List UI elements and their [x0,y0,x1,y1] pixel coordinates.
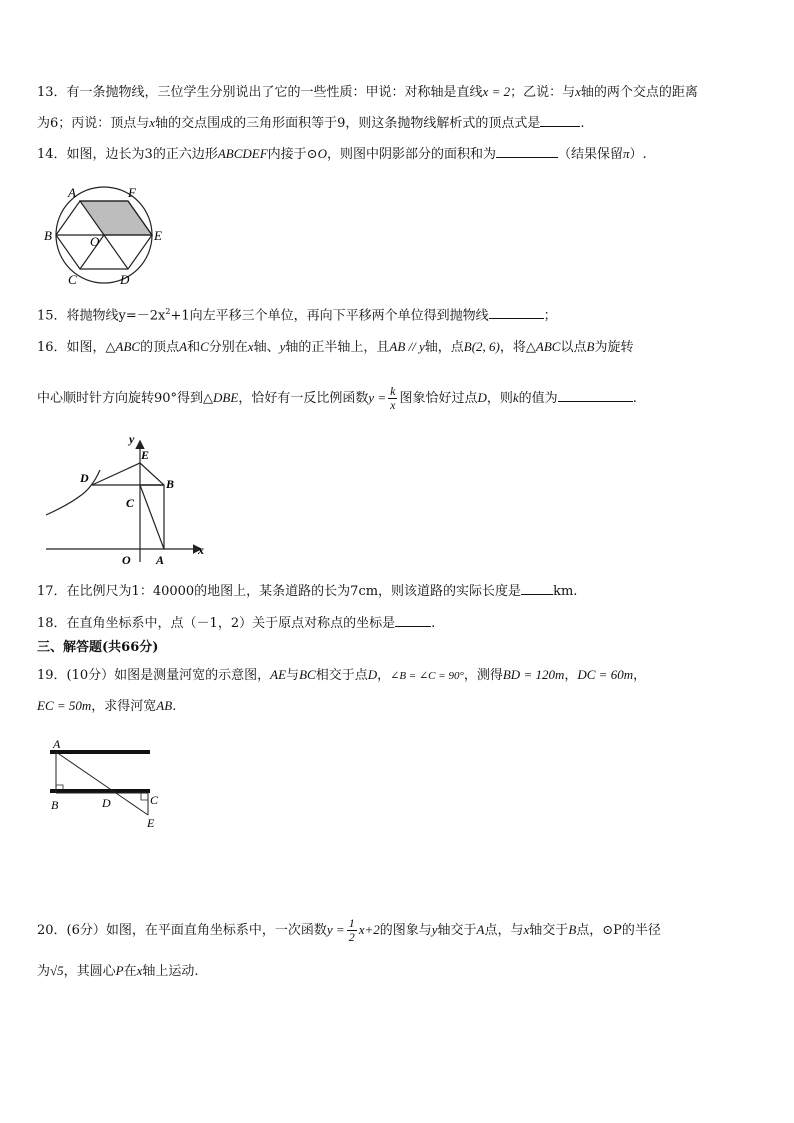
hexagon-figure [40,180,170,292]
label-E: E [154,228,162,243]
label-E: E [141,448,150,462]
q17-text: 17．在比例尺为1：40000的地图上，某条道路的长为7cm，则该道路的实际长度是 km. [37,584,578,599]
river-figure [44,733,174,833]
label-C: C [68,272,77,287]
label-A: A [156,553,165,567]
q19-line1: 19．(10分）如图是测量河宽的示意图，AE与BC相交于点D，∠B = ∠C = 90°，测得BD = 120m，DC = 60m， [37,667,647,683]
label-O: O [90,234,100,249]
label-E: E [147,816,155,830]
q16-line1: 16．如图，△ABC的顶点A和C分别在x轴、y轴的正半轴上，且AB // y轴，点B(2, 6)，将△ABC以点B为旋转 [37,339,634,355]
river-bank-bottom [50,789,150,793]
answer-blank[interactable] [489,306,544,319]
q13-line1: 13．有一条抛物线，三位学生分别说出了它的一些性质：甲说：对称轴是直线x = 2；乙说：与x轴的两个交点的距离 [37,84,698,100]
label-x: x [198,543,204,557]
label-O: O [122,553,131,567]
label-B: B [166,477,175,491]
label-C: C [150,793,159,807]
q19-line2: EC = 50m，求得河宽AB. [37,698,177,714]
q20-line1: 20．(6分）如图，在平面直角坐标系中，一次函数y = $\frac{1}{2}$ x+2的图象与y轴交于A点，与x轴交于B点，⊙P的半径 [37,916,661,944]
label-A: A [68,185,76,200]
fraction-k-over-x: $\frac{k}{x}$ [390,384,396,412]
hyperbola-curve [46,470,100,515]
fraction-one-half: $\frac{1}{2}$ [348,916,355,944]
q20-line2: 为√5，其圆心P在x轴上运动. [37,963,199,979]
q15-text: 15．将抛物线$y=-2x^2+1$向左平移三个单位，再向下平移两个单位得到抛物线 ； [37,307,557,324]
answer-blank[interactable] [540,114,580,127]
label-D: D [102,796,111,810]
label-F: F [128,185,136,200]
label-y: y [129,432,135,446]
answer-blank[interactable] [558,389,633,402]
label-B: B [44,228,52,243]
answer-blank[interactable] [521,582,553,595]
q13-line2: 为6；丙说：顶点与x轴的交点围成的三角形面积等于9，则这条抛物线解析式的顶点式是 . [37,115,585,131]
q16-line2: 中心顺时针方向旋转90°得到△DBE，恰好有一反比例函数y = $\frac{k}{x}$ 图象恰好过点D，则k的值为 . [37,384,637,412]
q16-figure [38,430,218,570]
label-C: C [126,496,135,510]
answer-blank[interactable] [496,145,558,158]
shaded-region [80,201,152,235]
q18-text: 18．在直角坐标系中，点（－1，2）关于原点对称点的坐标是 . [37,616,436,631]
section-heading: 三、解答题(共66分) [37,640,159,655]
label-D: D [80,471,89,485]
label-D: D [120,272,130,287]
river-bank-top [50,750,150,754]
q14-text: 14．如图，边长为3的正六边形ABCDEF内接于⊙O，则图中阴影部分的面积和为 （结果保留π）. [37,146,647,162]
answer-blank[interactable] [395,614,431,627]
label-A: A [53,737,61,751]
label-B: B [51,798,59,812]
